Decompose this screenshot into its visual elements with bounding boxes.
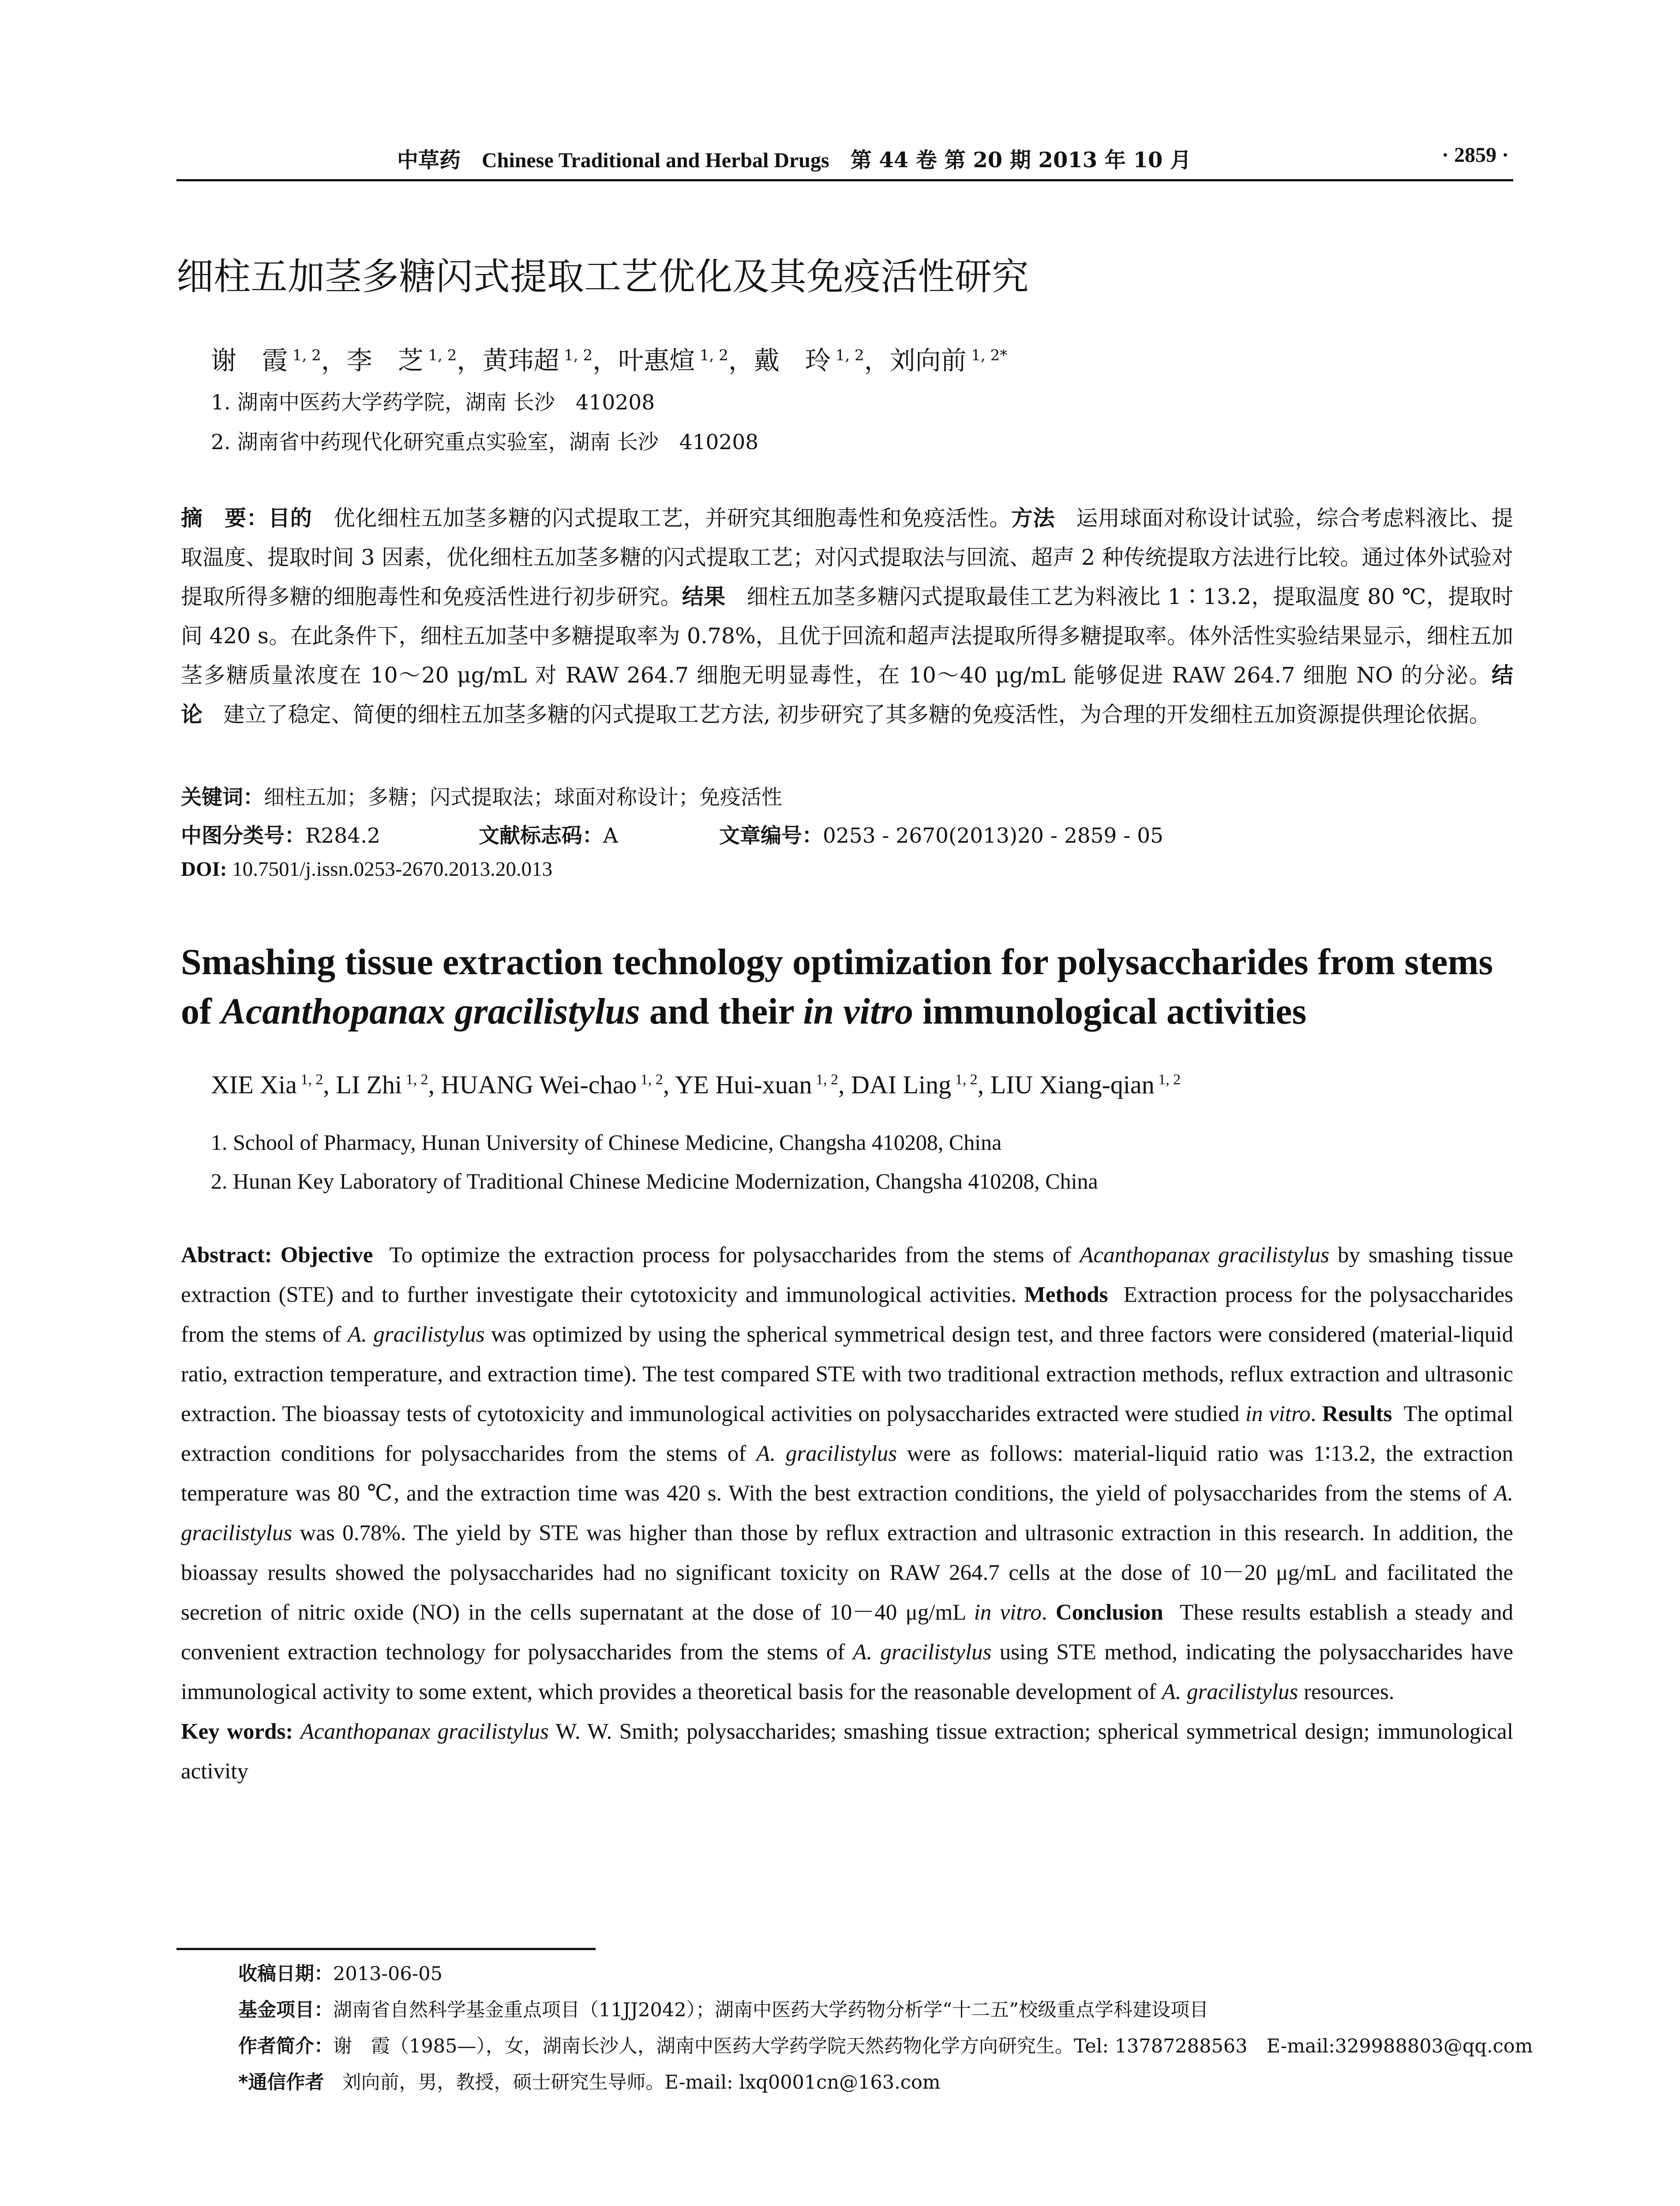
english-abstract-body [181, 1235, 1519, 1712]
abstract-label: Abstract: Objective [181, 1243, 373, 1268]
article-number-line [719, 819, 1163, 849]
corresponding-label: *通信作者 [238, 2071, 324, 2093]
cn-author-name: 戴 玲 [754, 345, 831, 375]
classification-line [181, 819, 380, 849]
en-author-affiliation-marker: 1, 2 [951, 1071, 978, 1088]
cn-author-name: 叶惠煊 [618, 345, 695, 375]
cn-author-affiliation-marker: 1, 2 [288, 346, 321, 364]
english-keywords [181, 1712, 1519, 1791]
en-author-name: XIE Xia [211, 1070, 297, 1099]
en-author-affiliation-marker: 1, 2 [296, 1071, 323, 1088]
cn-author-affiliation-marker: 1, 2 [830, 346, 864, 364]
english-title [181, 938, 1513, 1036]
english-affiliation-2: 2. Hunan Key Laboratory of Traditional Chinese Medicine Modernization, Changsha 410208, China [211, 1169, 1098, 1193]
en-author-separator: , [663, 1070, 675, 1099]
en-author-name: LI Zhi [336, 1070, 402, 1099]
abstract-text-run: was optimized by using the spherical symmetrical design test, and three factors were considered (material-liquid ratio, extraction temperature, and extraction time). The test compared STE with two traditional extraction methods, reflux extraction and ultrasonic extraction. The bioassay tests of cytotoxicity and immunological activities on polysaccharides extracted were studied [181, 1322, 1519, 1426]
en-author-name: HUANG Wei-chao [441, 1070, 637, 1099]
english-abstract [181, 1235, 1519, 1791]
en-author-affiliation-marker: 1, 2 [637, 1071, 663, 1088]
results-text: 细柱五加茎多糖闪式提取最佳工艺为料液比 1∶13.2，提取温度 80 ℃，提取时间 420 s。在此条件下，细柱五加茎中多糖提取率为 0.78%，且优于回流和超声法提取所得多糖提取率。体外活性实验结果显示，细柱五加茎多糖质量浓度在 10～20 μg/mL 对 RAW 264.7 细胞无明显毒性，在 10～40 μg/mL 能够促进 RAW 264.7 细胞 NO 的分泌。 [181, 584, 1513, 688]
conclusion-text: 建立了稳定、简便的细柱五加茎多糖的闪式提取工艺方法, 初步研究了其多糖的免疫活性，为合理的开发细柱五加资源提供理论依据。 [223, 702, 1491, 727]
title-italic-run: Acanthopanax gracilistylus [221, 991, 640, 1032]
cn-author-separator: ， [592, 345, 619, 375]
doi-value: 10.7501/j.issn.0253-2670.2013.20.013 [232, 858, 553, 881]
en-author-separator: , [323, 1070, 336, 1099]
en-author-name: LIU Xiang-qian [990, 1070, 1155, 1099]
chinese-keywords [181, 781, 782, 810]
received-label: 收稿日期： [238, 1963, 333, 1985]
abstract-text-run: were as follows: material-liquid ratio was 1∶13.2, the extraction temperature was 80 ℃, and the extraction time was 420 s. With the best extraction conditions, the yield of polysaccharides from the stems of [181, 1441, 1519, 1506]
abstract-text-run: Extraction process for the polysaccharides from the stems of [181, 1283, 1519, 1347]
keywords-italic-run: Acanthopanax gracilistylus [300, 1719, 549, 1744]
en-author-affiliation-marker: 1, 2 [402, 1071, 428, 1088]
cn-author-name: 刘向前 [889, 345, 967, 375]
abstract-italic-run: in vitro [974, 1600, 1042, 1625]
cn-author-separator: ， [864, 345, 890, 375]
en-author-name: YE Hui-xuan [675, 1070, 812, 1099]
abstract-text-run: These results establish a steady and convenient extraction technology for polysaccharides from the stems of [181, 1600, 1519, 1665]
abstract-label: Methods [1024, 1283, 1108, 1307]
abstract-italic-run: in vitro [1245, 1402, 1311, 1426]
abstract-text-run: The optimal extraction conditions for polysaccharides from the stems of [181, 1402, 1519, 1466]
cn-author-name: 谢 霞 [211, 345, 288, 375]
english-author-list [211, 1070, 1181, 1099]
author-bio-label: 作者简介： [238, 2035, 333, 2057]
abstract-italic-run: A. gracilistylus [756, 1441, 897, 1466]
journal-name-cn: 中草药 [397, 148, 461, 173]
english-affiliation-1: 1. School of Pharmacy, Hunan University of Chinese Medicine, Changsha 410208, China [211, 1130, 1002, 1155]
en-author-separator: , [838, 1070, 851, 1099]
page-number: · 2859 · [1441, 143, 1509, 167]
received-date [238, 1959, 442, 1986]
cn-author-separator: ， [321, 345, 347, 375]
article-no-value: 0253 - 2670(2013)20 - 2859 - 05 [823, 824, 1164, 848]
abstract-text-run: To optimize the extraction process for polysaccharides from the stems of [373, 1243, 1080, 1268]
fund-value: 湖南省自然科学基金重点项目（11JJ2042）；湖南中医药大学药物分析学“十二五”校级重点学科建设项目 [333, 1999, 1209, 2021]
cn-author-name: 李 芝 [346, 345, 424, 375]
keywords-label: 关键词： [181, 785, 264, 810]
author-bio [238, 2031, 1533, 2058]
author-bio-value: 谢 霞（1985—），女，湖南长沙人，湖南中医药大学药学院天然药物化学方向研究生。Tel: 13787288563 E-mail:329988803@qq.com [333, 2035, 1533, 2057]
en-author-name: DAI Ling [851, 1070, 952, 1099]
title-text-run: immunological activities [913, 991, 1307, 1032]
journal-header [397, 143, 1191, 173]
abstract-text-run: by smashing tissue extraction (STE) and to further investigate their cytotoxicity and immunological activities. [181, 1243, 1519, 1307]
conclusion-label: 结论 [181, 663, 1513, 727]
en-author-affiliation-marker: 1, 2 [812, 1071, 839, 1088]
abstract-text-run: . [1041, 1600, 1056, 1625]
doc-code-label: 文献标志码： [479, 824, 603, 848]
abstract-label: Results [1322, 1402, 1392, 1426]
cn-author-affiliation-marker: 1, 2 [559, 346, 593, 364]
objective-text: 优化细柱五加茎多糖的闪式提取工艺，并研究其细胞毒性和免疫活性。 [333, 506, 1011, 531]
cn-author-affiliation-marker: 1, 2 [423, 346, 457, 364]
corresponding-value: 刘向前，男，教授，硕士研究生导师。E-mail: lxq0001cn@163.com [342, 2071, 941, 2093]
chinese-author-list [211, 340, 1007, 377]
keywords-text: 细柱五加；多糖；闪式提取法；球面对称设计；免疫活性 [264, 785, 782, 810]
methods-text: 运用球面对称设计试验，综合考虑料液比、提取温度、提取时间 3 因素，优化细柱五加茎多糖的闪式提取工艺；对闪式提取法与回流、超声 2 种传统提取方法进行比较。通过体外试验对提取所得多糖的细胞毒性和免疫活性进行初步研究。 [181, 506, 1513, 609]
doi-label: DOI: [181, 858, 227, 881]
received-value: 2013-06-05 [333, 1963, 442, 1985]
abstract-italic-run: A. gracilistylus [181, 1481, 1519, 1546]
clc-label: 中图分类号： [181, 824, 305, 848]
en-author-separator: , [977, 1070, 990, 1099]
cn-author-name: 黄玮超 [482, 345, 559, 375]
document-code-line [479, 819, 618, 849]
title-text-run: and their [640, 991, 803, 1032]
cn-author-separator: ， [728, 345, 754, 375]
keywords-text-run: W. W. Smith; polysaccharides; smashing tissue extraction; spherical symmetrical design; immunological activity [181, 1719, 1519, 1784]
abstract-italic-run: A. gracilistylus [853, 1640, 992, 1665]
abstract-text-run: resources. [1298, 1680, 1395, 1704]
fund-note [238, 1995, 1208, 2022]
abstract-italic-run: A. gracilistylus [1162, 1680, 1298, 1704]
cn-author-affiliation-marker: 1, 2* [966, 346, 1008, 364]
results-label: 结果 [682, 584, 726, 609]
abstract-text-run: was 0.78%. The yield by STE was higher than those by reflux extraction and ultrasonic extraction in this research. In addition, the bioassay results showed the polysaccharides had no significant toxicity on RAW 264.7 cells at the dose of 10－20 μg/mL and facilitated the secretion of nitric oxide (NO) in the cells supernatant at the dose of 10－40 μg/mL [181, 1521, 1519, 1625]
abstract-italic-run: A. gracilistylus [348, 1322, 485, 1347]
en-author-affiliation-marker: 1, 2 [1154, 1071, 1181, 1088]
running-header [176, 139, 1513, 181]
clc-value: R284.2 [305, 824, 380, 848]
title-italic-run: in vitro [803, 991, 914, 1032]
cn-author-separator: ， [457, 345, 483, 375]
abstract-italic-run: Acanthopanax gracilistylus [1080, 1243, 1330, 1268]
volume-issue: 第 44 卷 第 20 期 2013 年 10 月 [850, 148, 1192, 173]
footnote-divider [176, 1948, 596, 1950]
en-author-separator: , [428, 1070, 441, 1099]
abstract-text-run: using STE method, indicating the polysaccharides have immunological activity to some extent, which provides a theoretical basis for the reasonable development of [181, 1640, 1519, 1704]
fund-label: 基金项目： [238, 1999, 333, 2021]
objective-label: 目的 [268, 506, 312, 531]
chinese-affiliation-2: 2. 湖南省中药现代化研究重点实验室，湖南 长沙 410208 [211, 430, 759, 454]
abstract-label: Conclusion [1055, 1600, 1163, 1625]
abstract-label: 摘 要： [181, 506, 269, 531]
chinese-abstract [181, 499, 1513, 734]
doi-line [181, 857, 552, 881]
chinese-affiliation-1: 1. 湖南中医药大学药学院，湖南 长沙 410208 [211, 390, 655, 415]
keywords-label: Key words: [181, 1719, 293, 1744]
journal-name-en: Chinese Traditional and Herbal Drugs [482, 149, 829, 172]
cn-author-affiliation-marker: 1, 2 [695, 346, 728, 364]
corresponding-author [238, 2067, 941, 2094]
keywords-text-run [293, 1719, 300, 1744]
title-text-run: Smashing tissue extraction technology optimization for polysaccharides from stems of [181, 942, 1503, 1032]
methods-label: 方法 [1011, 506, 1055, 531]
doc-code-value: A [603, 824, 618, 848]
article-no-label: 文章编号： [719, 824, 823, 848]
abstract-text-run: . [1310, 1402, 1322, 1426]
chinese-title: 细柱五加茎多糖闪式提取工艺优化及其免疫活性研究 [176, 255, 1029, 298]
